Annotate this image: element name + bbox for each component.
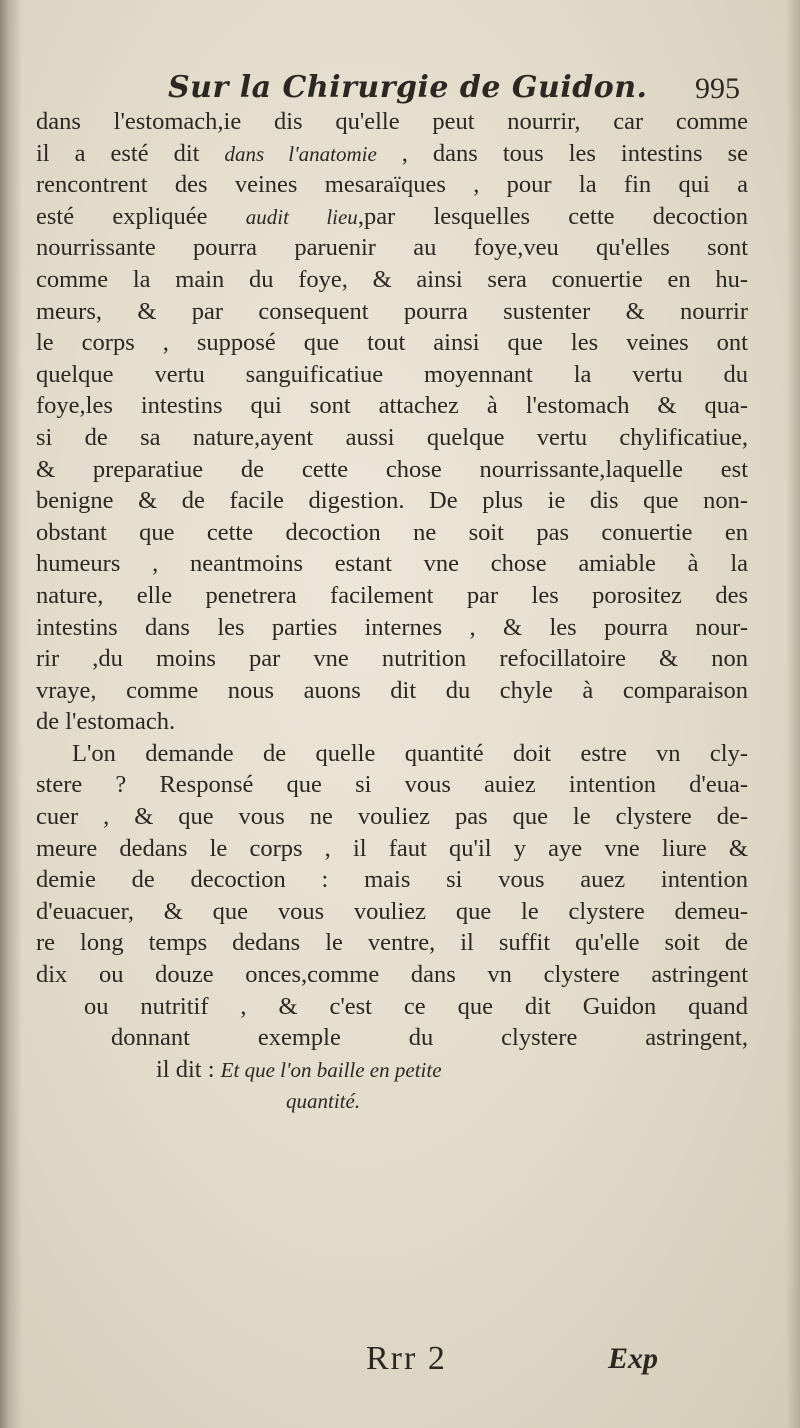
text-segment: foye,les intestins qui sont attachez à l'estomach & qua- <box>36 392 748 420</box>
text-line <box>36 169 748 201</box>
text-segment: il a esté dit <box>36 139 225 167</box>
text-line <box>36 959 748 991</box>
italic-segment: audit lieu <box>245 204 358 229</box>
text-line <box>36 138 748 170</box>
page-number: 995 <box>695 72 740 105</box>
text-segment: le corps , supposé que tout ainsi que les veines ont <box>36 329 748 357</box>
text-line <box>36 706 748 738</box>
text-line <box>36 359 748 391</box>
text-segment: intestins dans les parties internes , & les pourra nour- <box>36 613 748 641</box>
catchword: Exp <box>608 1342 659 1375</box>
text-segment: quelque vertu sanguificatiue moyennant la vertu du <box>36 360 748 388</box>
text-segment: de l'estomach. <box>36 708 176 736</box>
text-segment: stere ? Responsé que si vous auiez intention d'eua- <box>36 771 748 799</box>
paragraph <box>36 106 748 738</box>
text-segment: si de sa nature,ayent aussi quelque vertu chylificatiue, <box>36 423 748 451</box>
text-segment: il dit : <box>156 1055 221 1083</box>
paragraph <box>36 738 748 1117</box>
italic-segment: quantité. <box>286 1089 361 1114</box>
text-line <box>36 264 748 296</box>
text-segment: cuer , & que vous ne vouliez pas que le clystere de- <box>36 803 748 831</box>
text-line <box>36 896 748 928</box>
text-line <box>36 612 748 644</box>
text-line <box>36 580 748 612</box>
body-text <box>36 106 748 1117</box>
text-line <box>36 232 748 264</box>
text-line <box>36 327 748 359</box>
text-line <box>36 1085 748 1117</box>
text-line <box>36 517 748 549</box>
text-line <box>36 201 748 233</box>
text-segment: L'on demande de quelle quantité doit estre vn cly- <box>72 739 748 767</box>
text-line <box>36 675 748 707</box>
text-line <box>36 927 748 959</box>
text-segment: nature, elle penetrera facilement par les porositez des <box>36 581 748 609</box>
text-segment: & preparatiue de cette chose nourrissante,laquelle est <box>36 455 748 483</box>
text-segment: esté expliquée <box>36 202 246 230</box>
text-line <box>36 769 748 801</box>
text-segment: donnant exemple du clystere astringent, <box>111 1024 748 1052</box>
text-segment: meure dedans le corps , il faut qu'il y aye vne liure & <box>36 834 748 862</box>
text-segment: re long temps dedans le ventre, il suffit qu'elle soit de <box>36 929 748 957</box>
page-footer <box>0 1340 800 1390</box>
text-segment: d'euacuer, & que vous vouliez que le clystere demeu- <box>36 897 748 925</box>
text-segment: benigne & de facile digestion. De plus ie dis que non- <box>36 487 748 515</box>
text-line <box>36 801 748 833</box>
italic-segment: dans l'anatomie <box>224 141 377 166</box>
text-line <box>36 643 748 675</box>
text-line <box>36 296 748 328</box>
text-line <box>36 548 748 580</box>
text-segment: rir ,du moins par vne nutrition refocillatoire & non <box>36 645 748 673</box>
text-segment: dix ou douze onces,comme dans vn clystere astringent <box>36 961 748 989</box>
text-segment: ou nutritif , & c'est ce que dit Guidon quand <box>84 992 748 1020</box>
text-segment: , dans tous les intestins se <box>376 139 749 167</box>
text-line <box>36 738 748 770</box>
text-segment: meurs, & par consequent pourra sustenter & nourrir <box>36 297 748 325</box>
text-segment: demie de decoction : mais si vous auez intention <box>36 866 748 894</box>
text-segment: dans l'estomach,ie dis qu'elle peut nourrir, car comme <box>36 108 748 135</box>
text-line <box>36 864 748 896</box>
text-line <box>36 106 748 138</box>
text-line <box>36 833 748 865</box>
running-title: Sur la Chirurgie de Guidon. <box>168 70 648 105</box>
text-line <box>36 991 748 1023</box>
text-segment: humeurs , neantmoins estant vne chose amiable à la <box>36 550 748 578</box>
text-line <box>36 1054 748 1086</box>
signature-mark: Rrr 2 <box>366 1340 447 1377</box>
text-segment: comme la main du foye, & ainsi sera conuertie en hu- <box>36 265 748 293</box>
text-segment: rencontrent des veines mesaraïques , pour la fin qui a <box>36 171 748 199</box>
text-line <box>36 454 748 486</box>
text-segment: vraye, comme nous auons dit du chyle à comparaison <box>36 676 748 704</box>
text-segment: ,par lesquelles cette decoction <box>357 202 748 230</box>
text-segment: obstant que cette decoction ne soit pas conuertie en <box>36 518 748 546</box>
text-line <box>36 1022 748 1054</box>
text-segment: nourrissante pourra paruenir au foye,veu qu'elles sont <box>36 234 748 262</box>
text-line <box>36 390 748 422</box>
text-line <box>36 485 748 517</box>
italic-segment: Et que l'on baille en petite <box>220 1057 442 1082</box>
text-line <box>36 422 748 454</box>
